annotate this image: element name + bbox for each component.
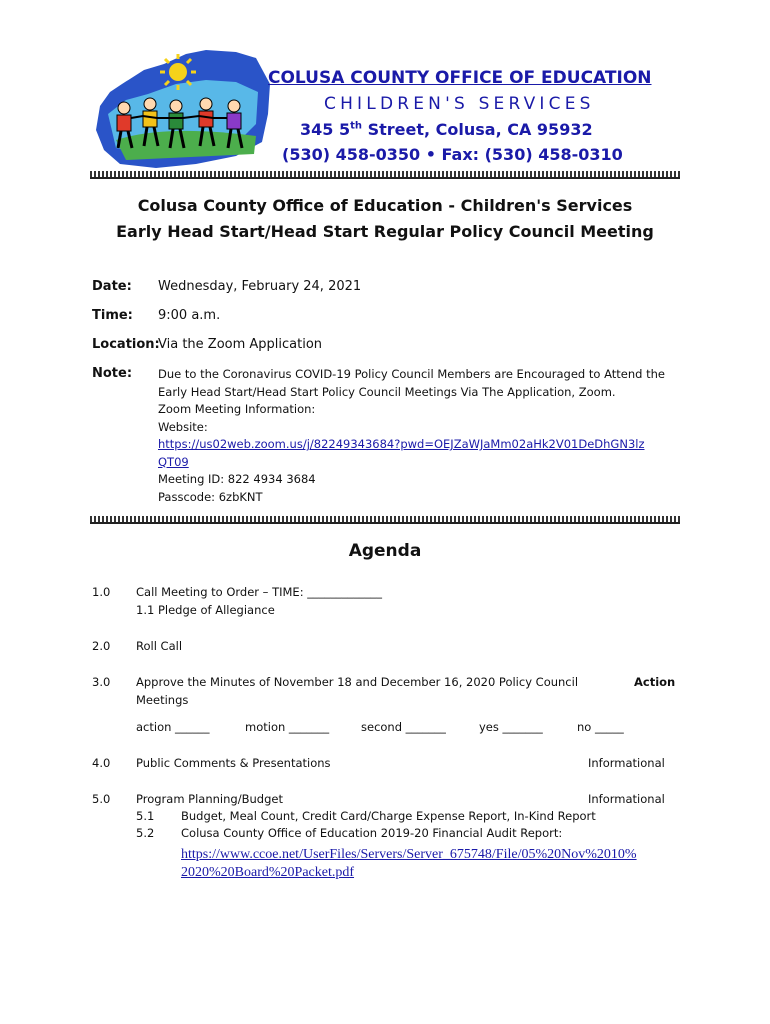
- audit-link-line2: 2020%20Board%20Packet.pdf: [181, 865, 355, 880]
- item-number: 3.0: [92, 675, 111, 689]
- header-divider: [90, 171, 680, 179]
- agenda-item-text-cont: Meetings: [136, 693, 189, 707]
- agenda-item-text: Call Meeting to Order – TIME: _____________: [136, 585, 382, 599]
- subitem-text: Colusa County Office of Education 2019-20 Financial Audit Report:: [181, 826, 563, 840]
- agenda-item-text: Program Planning/Budget: [136, 792, 283, 806]
- agenda-item-text: Roll Call: [136, 639, 183, 653]
- item-number: 2.0: [92, 639, 111, 653]
- item-number: 1.0: [92, 585, 111, 599]
- agenda-item-text: Approve the Minutes of November 18 and December 16, 2020 Policy Council: [136, 675, 579, 689]
- address-sup: th: [350, 120, 363, 132]
- note-line: Early Head Start/Head Start Policy Council Meetings Via The Application, Zoom.: [158, 384, 616, 399]
- division-name: CHILDREN'S SERVICES: [324, 94, 595, 114]
- passcode: Passcode: 6zbKNT: [158, 489, 263, 504]
- audit-report-link[interactable]: [181, 846, 701, 882]
- agenda-heading: Agenda: [348, 541, 422, 561]
- subitem-text: Budget, Meal Count, Credit Card/Charge Expense Report, In-Kind Report: [181, 809, 596, 823]
- address-suffix: Street, Colusa, CA 95932: [362, 120, 593, 139]
- zoom-link-line1: https://us02web.zoom.us/j/82249343684?pwd=OEJZaWJaMm02aHk2V01DeDhGN3lz: [158, 437, 645, 451]
- meeting-title-line1: Colusa County Office of Education - Children's Services: [137, 196, 633, 215]
- item-number: 5.0: [92, 792, 111, 806]
- zoom-link[interactable]: [158, 436, 688, 471]
- item-number: 4.0: [92, 756, 111, 770]
- note-body: [158, 366, 688, 506]
- location-label: Location:: [92, 337, 160, 352]
- audit-link-line1: https://www.ccoe.net/UserFiles/Servers/Server_675748/File/05%20Nov%2010%: [181, 847, 637, 862]
- agenda-subitem: 1.1 Pledge of Allegiance: [136, 603, 275, 617]
- subitem-number: 5.1: [136, 809, 155, 823]
- subitem-number: 5.2: [136, 826, 155, 840]
- informational-tag: Informational: [588, 792, 665, 806]
- location-value: Via the Zoom Application: [158, 337, 323, 352]
- address: [300, 120, 593, 139]
- time-value: 9:00 a.m.: [158, 308, 221, 323]
- address-prefix: 345 5: [300, 120, 351, 139]
- note-line: Zoom Meeting Information:: [158, 402, 316, 416]
- logo-art: [86, 44, 286, 172]
- note-label: Note:: [92, 366, 133, 381]
- agenda-item-text: Public Comments & Presentations: [136, 756, 331, 770]
- section-divider: [90, 516, 680, 524]
- vote-motion: motion _______: [245, 720, 330, 734]
- date-value: Wednesday, February 24, 2021: [158, 279, 362, 294]
- note-line: Website:: [158, 419, 208, 434]
- action-tag: Action: [634, 675, 676, 689]
- vote-second: second _______: [361, 720, 446, 734]
- vote-no: no _____: [577, 720, 624, 734]
- date-label: Date:: [92, 279, 132, 294]
- note-line: Due to the Coronavirus COVID-19 Policy Council Members are Encouraged to Attend the: [158, 367, 665, 381]
- childrens-services-logo: [86, 44, 286, 172]
- informational-tag: Informational: [588, 756, 665, 770]
- org-title: COLUSA COUNTY OFFICE OF EDUCATION: [268, 68, 652, 88]
- meeting-id: Meeting ID: 822 4934 3684: [158, 472, 316, 486]
- time-label: Time:: [92, 308, 133, 323]
- meeting-title-line2: Early Head Start/Head Start Regular Policy Council Meeting: [116, 222, 654, 241]
- zoom-link-line2: QT09: [158, 454, 189, 469]
- vote-action: action ______: [136, 720, 210, 734]
- phone-fax: (530) 458-0350 • Fax: (530) 458-0310: [282, 145, 623, 164]
- vote-yes: yes _______: [479, 720, 543, 734]
